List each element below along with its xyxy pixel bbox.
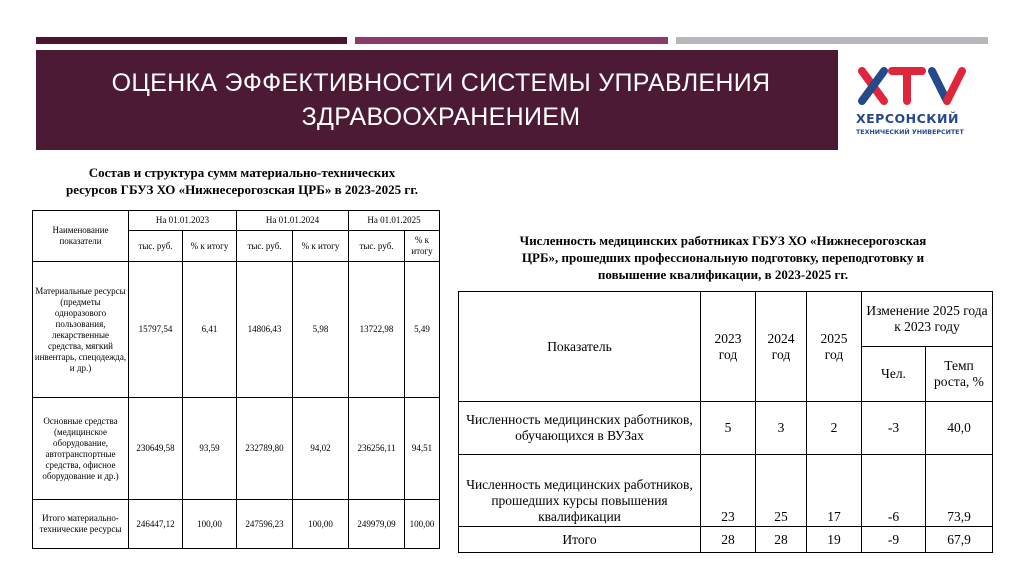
staff-training-table bbox=[458, 291, 993, 553]
cell-pct: 93,59 bbox=[183, 398, 237, 500]
cell-pct: 5,98 bbox=[293, 262, 349, 398]
subheader-pct: % к итогу bbox=[405, 231, 440, 262]
table-row-total bbox=[459, 527, 993, 553]
table-row bbox=[459, 402, 993, 455]
header-indicator: Показатель bbox=[459, 292, 701, 402]
cell-value: 249979,09 bbox=[349, 500, 405, 549]
cell-value: 236256,11 bbox=[349, 398, 405, 500]
cell-value: 247596,23 bbox=[237, 500, 293, 549]
row-name: Основные средства (медицинское оборудование, автотранспортные средства, офисное оборудование и др.) bbox=[33, 398, 129, 500]
cell-rate: 67,9 bbox=[926, 527, 993, 553]
top-bar-purple bbox=[355, 37, 668, 44]
cell-2025: 17 bbox=[807, 455, 862, 527]
cell-abs: -3 bbox=[862, 402, 926, 455]
cell-2024: 3 bbox=[756, 402, 807, 455]
cell-2023: 28 bbox=[701, 527, 756, 553]
cell-2024: 25 bbox=[756, 455, 807, 527]
row-name: Численность медицинских работников, прошедших курсы повышения квалификации bbox=[459, 455, 701, 527]
subheader-sum: тыс. руб. bbox=[237, 231, 293, 262]
header-indicator: Наименование показатели bbox=[33, 211, 129, 262]
cell-2025: 19 bbox=[807, 527, 862, 553]
cell-value: 232789,80 bbox=[237, 398, 293, 500]
left-table-caption bbox=[30, 164, 454, 198]
left-caption-line2: ресурсов ГБУЗ ХО «Нижнесерогозская ЦРБ» в 2023-2025 гг. bbox=[65, 182, 419, 197]
header-year-2023: 2023 год bbox=[701, 292, 756, 402]
logo-line1: ХЕРСОНСКИЙ bbox=[856, 111, 959, 126]
table-row-total bbox=[33, 500, 440, 549]
cell-rate: 40,0 bbox=[926, 402, 993, 455]
header-change: Изменение 2025 года к 2023 году bbox=[862, 292, 993, 347]
slide-title-line2: ЗДРАВООХРАНЕНИЕМ bbox=[301, 103, 581, 131]
header-year-2025: 2025 год bbox=[807, 292, 862, 402]
header-change-abs: Чел. bbox=[862, 347, 926, 402]
slide-title bbox=[76, 66, 806, 134]
cell-pct: 100,00 bbox=[183, 500, 237, 549]
cell-pct: 94,02 bbox=[293, 398, 349, 500]
header-year-2024: 2024 год bbox=[756, 292, 807, 402]
cell-pct: 100,00 bbox=[405, 500, 440, 549]
cell-2023: 23 bbox=[701, 455, 756, 527]
cell-pct: 5,49 bbox=[405, 262, 440, 398]
xtu-logo-icon bbox=[856, 63, 968, 107]
subheader-pct: % к итогу bbox=[293, 231, 349, 262]
row-name: Итого bbox=[459, 527, 701, 553]
slide-title-line1: ОЦЕНКА ЭФФЕКТИВНОСТИ СИСТЕМЫ УПРАВЛЕНИЯ bbox=[111, 69, 771, 97]
cell-value: 15797,54 bbox=[129, 262, 183, 398]
row-name: Материальные ресурсы (предметы одноразового пользования, лекарственные средства, мягкий инвентарь, спецодежда, и др.) bbox=[33, 262, 129, 398]
cell-2023: 5 bbox=[701, 402, 756, 455]
resources-table bbox=[32, 210, 440, 549]
header-date-2024: На 01.01.2024 bbox=[237, 211, 349, 231]
right-caption-line2: ЦРБ», прошедших профессиональную подготовку, переподготовку и bbox=[521, 250, 925, 265]
cell-pct: 6,41 bbox=[183, 262, 237, 398]
table-row bbox=[33, 398, 440, 500]
cell-2024: 28 bbox=[756, 527, 807, 553]
cell-value: 246447,12 bbox=[129, 500, 183, 549]
cell-pct: 100,00 bbox=[293, 500, 349, 549]
cell-value: 14806,43 bbox=[237, 262, 293, 398]
cell-abs: -9 bbox=[862, 527, 926, 553]
cell-value: 230649,58 bbox=[129, 398, 183, 500]
subheader-sum: тыс. руб. bbox=[349, 231, 405, 262]
top-bar-gray bbox=[676, 37, 988, 44]
left-caption-line1: Состав и структура сумм материально-технических bbox=[88, 165, 396, 180]
header-change-rate: Темп роста, % bbox=[926, 347, 993, 402]
right-table-caption bbox=[466, 232, 980, 283]
cell-pct: 94,51 bbox=[405, 398, 440, 500]
right-caption-line3: повышение квалификации, в 2023-2025 гг. bbox=[597, 267, 849, 282]
cell-value: 13722,98 bbox=[349, 262, 405, 398]
right-caption-line1: Численность медицинских работниках ГБУЗ ХО «Нижнесерогозская bbox=[519, 233, 927, 248]
university-logo bbox=[856, 63, 976, 143]
title-banner bbox=[36, 50, 838, 150]
top-bar-dark bbox=[36, 37, 347, 44]
cell-rate: 73,9 bbox=[926, 455, 993, 527]
row-name: Итого материально-технические ресурсы bbox=[33, 500, 129, 549]
subheader-sum: тыс. руб. bbox=[129, 231, 183, 262]
header-date-2023: На 01.01.2023 bbox=[129, 211, 237, 231]
header-date-2025: На 01.01.2025 bbox=[349, 211, 440, 231]
table-row bbox=[33, 262, 440, 398]
cell-abs: -6 bbox=[862, 455, 926, 527]
row-name: Численность медицинских работников, обучающихся в ВУЗах bbox=[459, 402, 701, 455]
cell-2025: 2 bbox=[807, 402, 862, 455]
logo-line2: ТЕХНИЧЕСКИЙ УНИВЕРСИТЕТ bbox=[856, 129, 964, 136]
table-row bbox=[459, 455, 993, 527]
subheader-pct: % к итогу bbox=[183, 231, 237, 262]
